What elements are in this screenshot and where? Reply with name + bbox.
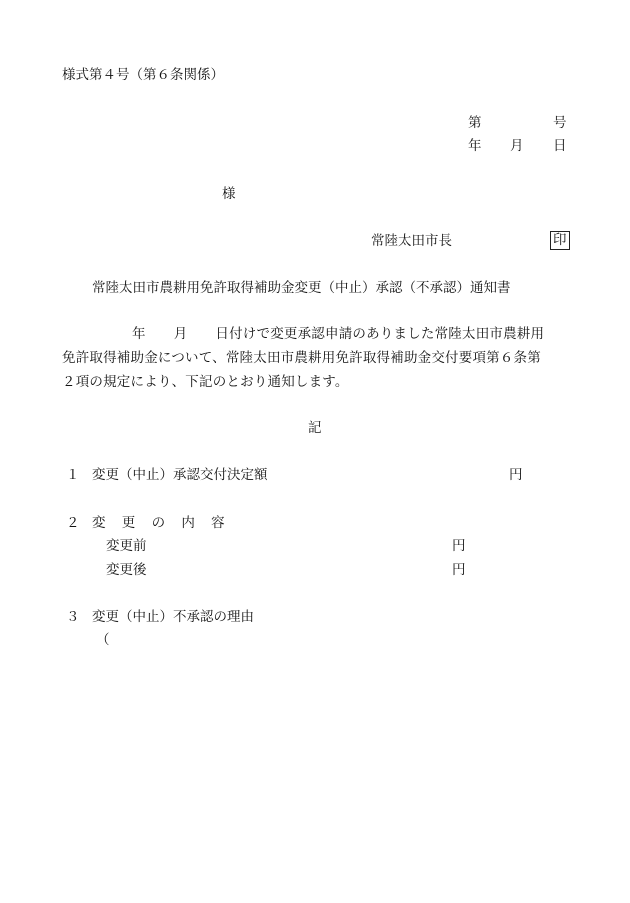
date-year: 年 [468, 138, 482, 154]
item3-paren: （ [96, 632, 110, 648]
body-year: 年 [132, 326, 146, 342]
date-month: 月 [510, 138, 524, 154]
document-title: 常陸太田市農耕用免許取得補助金変更（中止）承認（不承認）通知書 [92, 280, 511, 296]
item1-number: １ [66, 467, 80, 483]
item1-unit: 円 [509, 467, 523, 483]
item2-before-unit: 円 [452, 538, 466, 554]
item2-number: ２ [66, 515, 80, 531]
item2-after-unit: 円 [452, 562, 466, 578]
body-line-3: ２項の規定により、下記のとおり通知します。 [62, 374, 349, 390]
issuer-name: 常陸太田市長 [371, 233, 452, 249]
item2-label: 変 更 の 内 容 [92, 515, 231, 531]
body-paragraph [62, 322, 582, 394]
item3-label: 変更（中止）不承認の理由 [92, 609, 254, 625]
body-line-1 [62, 322, 582, 346]
item3-number: ３ [66, 609, 80, 625]
form-number: 様式第４号（第６条関係） [62, 67, 224, 83]
date-day: 日 [553, 138, 567, 154]
recipient-suffix: 様 [222, 186, 236, 202]
body-line-2: 免許取得補助金について、常陸太田市農耕用免許取得補助金交付要項第６条第 [62, 350, 541, 366]
seal-mark: 印 [550, 231, 570, 250]
item2-after-label: 変更後 [106, 562, 147, 578]
item1-label: 変更（中止）承認交付決定額 [92, 467, 268, 483]
item2-before-label: 変更前 [106, 538, 147, 554]
document-number-prefix: 第 [468, 115, 482, 131]
document-number-suffix: 号 [553, 115, 567, 131]
body-line1-text: 日付けで変更承認申請のありました常陸太田市農耕用 [215, 326, 545, 342]
ki-heading: 記 [308, 420, 322, 436]
body-month: 月 [173, 326, 188, 342]
